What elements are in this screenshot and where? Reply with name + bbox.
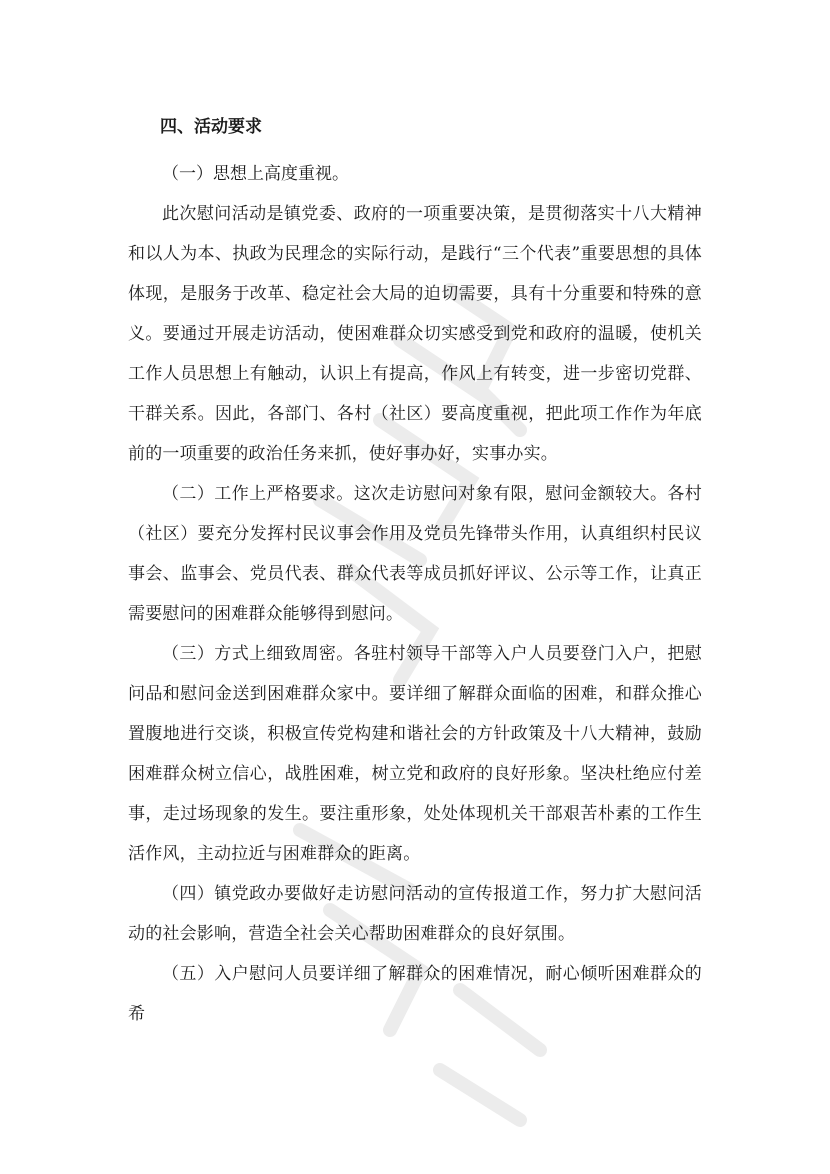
paragraph-2: （二）工作上严格要求。这次走访慰问对象有限，慰问金额较大。各村（社区）要充分发挥村民议事会作用及党员先锋带头作用，认真组织村民议事会、监事会、党员代表、群众代表等成员抓好评议、公示等工作，让真正需要慰问的困难群众能够得到慰问。 (128, 484, 702, 624)
subsection-1-title: （一）思想上高度重视。 (162, 164, 349, 184)
paragraph-4: （四）镇党政办要做好走访慰问活动的宣传报道工作，努力扩大慰问活动的社会影响，营造全社会关心帮助困难群众的良好氛围。 (128, 884, 702, 944)
paragraph-5: （五）入户慰问人员要详细了解群众的困难情况，耐心倾听困难群众的希 (128, 964, 702, 1024)
paragraph-3: （三）方式上细致周密。各驻村领导干部等入户人员要登门入户，把慰问品和慰问金送到困难群众家中。要详细了解群众面临的困难，和群众推心置腹地进行交谈，积极宣传党构建和谐社会的方针政策及十八大精神，鼓励困难群众树立信心，战胜困难，树立党和政府的良好形象。坚决杜绝应付差事，走过场现象的发生。要注重形象，处处体现机关干部艰苦朴素的工作生活作风，主动拉近与困难群众的距离。 (128, 644, 702, 864)
document-body (128, 112, 702, 1034)
section-heading: 四、活动要求 (160, 117, 262, 137)
paragraph-1: 此次慰问活动是镇党委、政府的一项重要决策，是贯彻落实十八大精神和以人为本、执政为民理念的实际行动，是践行“三个代表”重要思想的具体体现，是服务于改革、稳定社会大局的迫切需要，具有十分重要和特殊的意义。要通过开展走访活动，使困难群众切实感受到党和政府的温暖，使机关工作人员思想上有触动，认识上有提高，作风上有转变，进一步密切党群、干群关系。因此，各部门、各村（社区）要高度重视，把此项工作作为年底前的一项重要的政治任务来抓，使好事办好，实事办实。 (128, 204, 702, 464)
